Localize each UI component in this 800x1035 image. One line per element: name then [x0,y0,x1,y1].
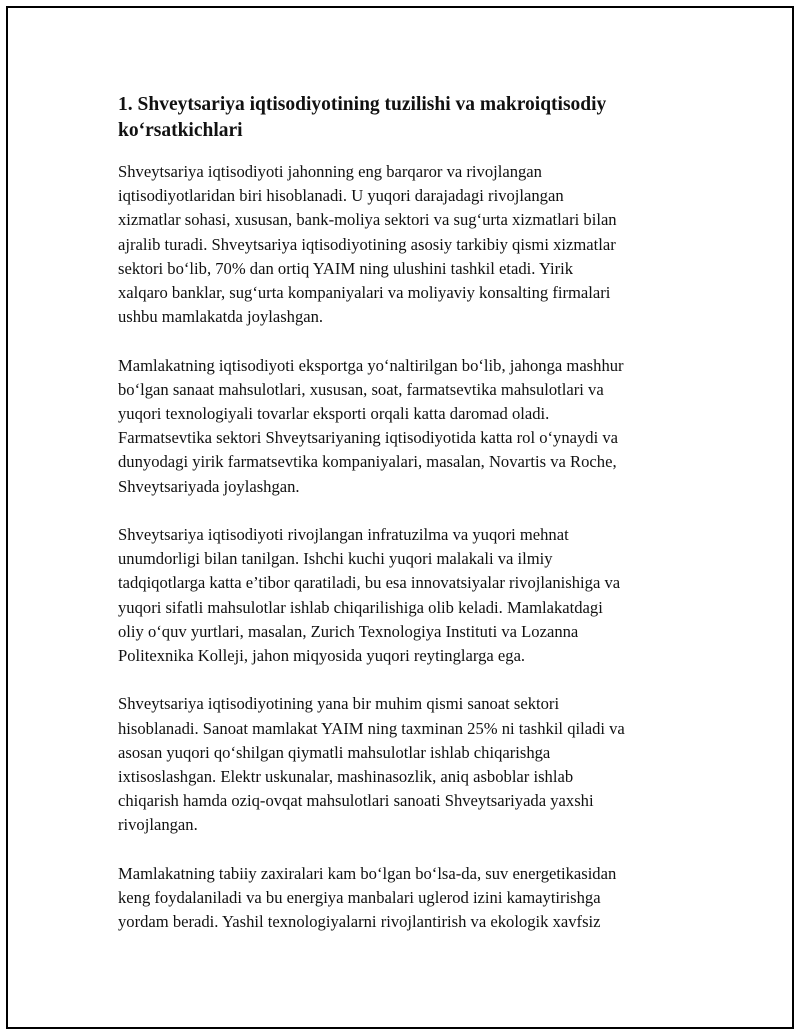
text-line: Shveytsariya iqtisodiyoti rivojlangan infratuzilma va yuqori mehnat [118,525,569,545]
text-line: asosan yuqori qo‘shilgan qiymatli mahsulotlar ishlab chiqarishga [118,742,551,762]
text-line: chiqarish hamda oziq-ovqat mahsulotlari sanoati Shveytsariyada yaxshi [118,791,594,811]
text-line: xizmatlar sohasi, xususan, bank-moliya sektori va sug‘urta xizmatlari bilan [118,210,617,230]
text-line: tadqiqotlarga katta e’tibor qaratiladi, bu esa innovatsiyalar rivojlanishiga va [118,573,621,593]
section-heading [118,92,718,144]
text-line: Shveytsariya iqtisodiyotining yana bir muhim qismi sanoat sektori [118,694,560,714]
text-line: Mamlakatning iqtisodiyoti eksportga yo‘naltirilgan bo‘lib, jahonga mashhur [118,355,624,375]
text-line: oliy o‘quv yurtlari, masalan, Zurich Texnologiya Instituti va Lozanna [118,621,579,641]
text-line: unumdorligi bilan tanilgan. Ishchi kuchi yuqori malakali va ilmiy [118,549,553,569]
text-line: dunyodagi yirik farmatsevtika kompaniyalari, masalan, Novartis va Roche, [118,452,617,472]
text-line: yuqori texnologiyali tovarlar eksporti orqali katta daromad oladi. [118,404,550,424]
text-line: sektori bo‘lib, 70% dan ortiq YAIM ning ulushini tashkil etadi. Yirik [118,258,574,278]
text-line: Shveytsariyada joylashgan. [118,476,300,496]
heading-line: 1. Shveytsariya iqtisodiyotining tuzilishi va makroiqtisodiy [118,94,607,115]
text-line: Politexnika Kolleji, jahon miqyosida yuqori reytinglarga ega. [118,646,526,666]
text-line: Farmatsevtika sektori Shveytsariyaning iqtisodiyotida katta rol o‘ynaydi va [118,428,619,448]
paragraph-2 [118,354,718,499]
text-line: ushbu mamlakatda joylashgan. [118,307,324,327]
text-line: xalqaro banklar, sug‘urta kompaniyalari va moliyaviy konsalting firmalari [118,283,611,303]
paragraph-3 [118,523,718,668]
text-line: ixtisoslashgan. Elektr uskunalar, mashinasozlik, aniq asboblar ishlab [118,767,574,787]
paragraph-4 [118,692,718,837]
paragraph-5 [118,862,718,935]
text-line: ajralib turadi. Shveytsariya iqtisodiyotining asosiy tarkibiy qismi xizmatlar [118,234,616,254]
text-line: keng foydalaniladi va bu energiya manbalari uglerod izini kamaytirishga [118,888,601,908]
text-line: Mamlakatning tabiiy zaxiralari kam bo‘lgan bo‘lsa-da, suv energetikasidan [118,863,617,883]
text-line: rivojlangan. [118,815,198,835]
text-line: yordam beradi. Yashil texnologiyalarni rivojlantirish va ekologik xavfsiz [118,912,601,932]
heading-line: ko‘rsatkichlari [118,120,243,141]
document-body [118,92,718,959]
text-line: hisoblanadi. Sanoat mamlakat YAIM ning taxminan 25% ni tashkil qiladi va [118,718,625,738]
text-line: iqtisodiyotlaridan biri hisoblanadi. U yuqori darajadagi rivojlangan [118,186,564,206]
paragraph-1 [118,160,718,329]
text-line: Shveytsariya iqtisodiyoti jahonning eng barqaror va rivojlangan [118,162,542,181]
text-line: yuqori sifatli mahsulotlar ishlab chiqarilishiga olib keladi. Mamlakatdagi [118,597,603,617]
text-line: bo‘lgan sanaat mahsulotlari, xususan, soat, farmatsevtika mahsulotlari va [118,379,604,399]
